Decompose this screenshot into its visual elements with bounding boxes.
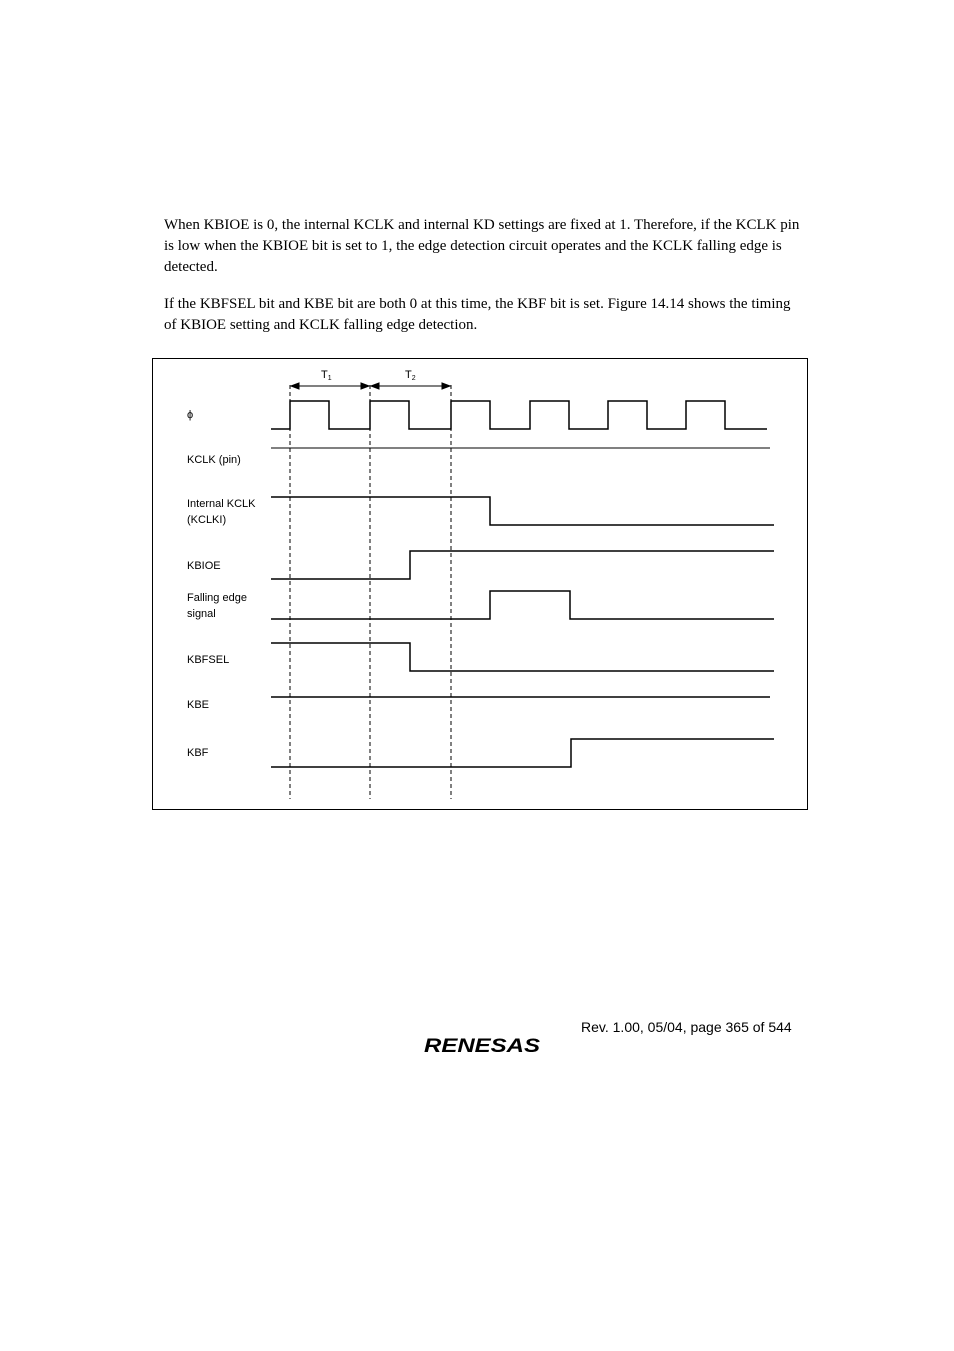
renesas-logo-text: RENESAS bbox=[424, 1036, 541, 1057]
signal-label-kclk-pin-text: KCLK (pin) bbox=[187, 454, 241, 466]
timing-waveforms bbox=[153, 359, 807, 809]
signal-label-internal-kclk-line2: (KCLKI) bbox=[187, 514, 227, 526]
waveform-phi bbox=[271, 401, 767, 429]
signal-label-kbe-text: KBE bbox=[187, 699, 210, 711]
interval-t1-label bbox=[321, 369, 332, 382]
interval-t1-subscript: 1 bbox=[327, 375, 332, 382]
signal-label-kbfsel bbox=[187, 652, 229, 668]
timing-diagram bbox=[152, 358, 808, 810]
waveform-internal-kclk bbox=[271, 497, 774, 525]
paragraph-2: If the KBFSEL bit and KBE bit are both 0 at this time, the KBF bit is set. Figure 14.14 shows the timing of KBIOE setting and KCLK falling edge detection. bbox=[164, 296, 791, 333]
signal-label-kbf-text: KBF bbox=[187, 747, 209, 759]
dashed-reference-lines bbox=[290, 385, 451, 799]
signal-label-kbfsel-text: KBFSEL bbox=[187, 654, 230, 666]
t2-arrowhead-left bbox=[371, 383, 379, 389]
signal-label-kbioe bbox=[187, 558, 221, 574]
interval-t1-name: T bbox=[321, 369, 328, 381]
signal-label-internal-kclk-line1: Internal KCLK bbox=[187, 498, 256, 510]
signal-label-falling-edge bbox=[187, 590, 247, 622]
signal-label-phi bbox=[187, 407, 193, 423]
waveform-kbf bbox=[271, 739, 774, 767]
waveform-kbfsel bbox=[271, 643, 774, 671]
signal-label-kbe bbox=[187, 697, 209, 713]
signal-label-falling-edge-line2: signal bbox=[187, 608, 216, 620]
signal-label-kclk-pin bbox=[187, 452, 241, 468]
waveform-kbioe bbox=[271, 551, 774, 579]
interval-t2-subscript: 2 bbox=[411, 375, 416, 382]
t1-arrowhead-left bbox=[291, 383, 299, 389]
interval-t2-name: T bbox=[405, 369, 412, 381]
interval-t2-label bbox=[405, 369, 416, 382]
signal-label-falling-edge-line1: Falling edge bbox=[187, 592, 247, 604]
renesas-logo bbox=[420, 1033, 544, 1057]
t2-arrowhead-right bbox=[442, 383, 450, 389]
page-footer-info: Rev. 1.00, 05/04, page 365 of 544 bbox=[581, 1019, 792, 1035]
signal-label-internal-kclk bbox=[187, 496, 255, 528]
signal-label-phi-text: ϕ bbox=[187, 409, 194, 421]
signal-label-kbioe-text: KBIOE bbox=[187, 560, 221, 572]
signal-label-kbf bbox=[187, 745, 208, 761]
t1-arrowhead-right bbox=[361, 383, 369, 389]
paragraph-1: When KBIOE is 0, the internal KCLK and internal KD settings are fixed at 1. Therefore, if the KCLK pin is low when the KBIOE bit is set to 1, the edge detection circuit operates and the KCLK falling edge is detected. bbox=[164, 217, 800, 275]
waveform-falling-edge-signal bbox=[271, 591, 774, 619]
